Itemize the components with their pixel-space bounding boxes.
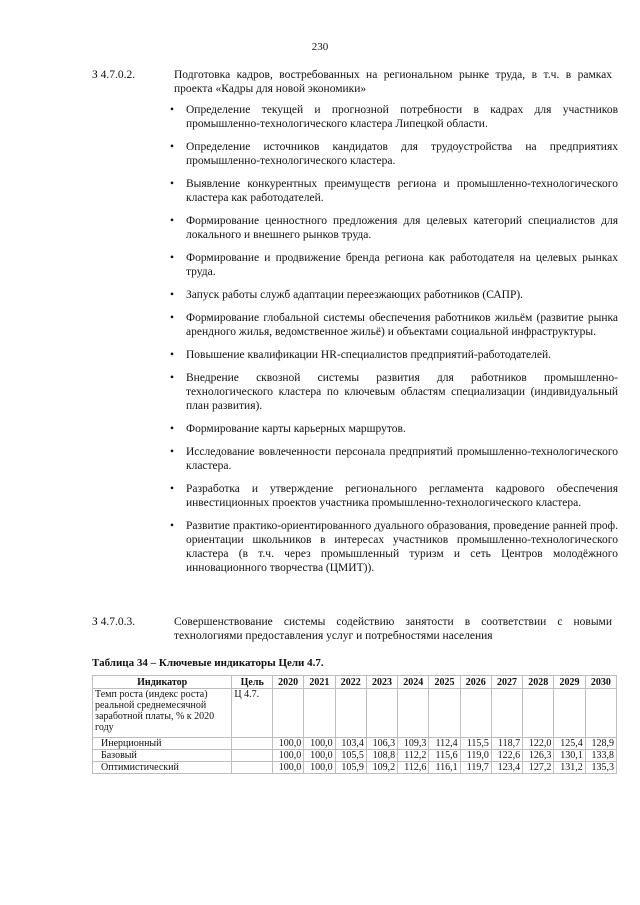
column-header: 2020 [273, 676, 304, 689]
page-number: 230 [311, 41, 329, 53]
list-item [170, 371, 618, 413]
value-cell: 128,9 [585, 738, 616, 750]
table-cell [232, 738, 273, 750]
column-header: 2026 [460, 676, 491, 689]
column-header: 2028 [523, 676, 554, 689]
value-cell: 100,0 [304, 750, 335, 762]
list-item-text: Формирование карты карьерных маршрутов. [186, 423, 406, 435]
list-item-text: Внедрение сквозной системы развития для работников промышленно-технологического кластера по ключевым областям специализации (индивидуальный план развития). [186, 372, 618, 412]
column-header: 2029 [554, 676, 585, 689]
list-item [170, 348, 618, 362]
list-item [170, 140, 618, 168]
bullet-icon: • [170, 178, 175, 190]
list-item-text: Выявление конкурентных преимуществ региона и промышленно-технологического кластера как работодателей. [186, 178, 618, 204]
bullet-icon: • [170, 446, 175, 458]
table-cell [429, 689, 460, 738]
bullet-icon: • [170, 141, 175, 153]
table-header-row [93, 676, 617, 689]
table-row [93, 738, 617, 750]
table-cell [232, 750, 273, 762]
scenario-name: Инерционный [93, 738, 232, 750]
value-cell: 116,1 [429, 762, 460, 774]
scenario-name: Оптимистический [93, 762, 232, 774]
list-item [170, 482, 618, 510]
table-cell [366, 689, 397, 738]
value-cell: 119,0 [460, 750, 491, 762]
list-item [170, 177, 618, 205]
value-cell: 109,2 [366, 762, 397, 774]
list-item-text: Формирование и продвижение бренда региона как работодателя на целевых рынках труда. [186, 252, 618, 278]
column-header: 2030 [585, 676, 616, 689]
list-item [170, 422, 618, 436]
table-cell [273, 689, 304, 738]
value-cell: 122,0 [523, 738, 554, 750]
value-cell: 126,3 [523, 750, 554, 762]
list-item-text: Повышение квалификации HR-специалистов предприятий-работодателей. [186, 349, 551, 361]
table-cell [232, 762, 273, 774]
bullet-icon: • [170, 423, 175, 435]
table-cell [304, 689, 335, 738]
value-cell: 112,6 [398, 762, 429, 774]
value-cell: 100,0 [273, 738, 304, 750]
column-header: Цель [232, 676, 273, 689]
column-header: 2021 [304, 676, 335, 689]
table-cell [523, 689, 554, 738]
column-header: 2022 [335, 676, 366, 689]
bullet-icon: • [170, 483, 175, 495]
list-item-text: Формирование ценностного предложения для целевых категорий специалистов для локального и внешнего рынков труда. [186, 215, 618, 241]
value-cell: 100,0 [304, 762, 335, 774]
list-item [170, 445, 618, 473]
value-cell: 125,4 [554, 738, 585, 750]
value-cell: 103,4 [335, 738, 366, 750]
column-header: 2024 [398, 676, 429, 689]
bullet-icon: • [170, 312, 175, 324]
value-cell: 100,0 [273, 750, 304, 762]
value-cell: 127,2 [523, 762, 554, 774]
column-header: 2027 [491, 676, 522, 689]
list-item [170, 251, 618, 279]
list-item-text: Определение текущей и прогнозной потребности в кадрах для участников промышленно-технологического кластера Липецкой области. [186, 104, 618, 130]
list-item [170, 214, 618, 242]
list-item-text: Разработка и утверждение регионального регламента кадрового обеспечения инвестиционных проектов участника промышленно-технологического кластера. [186, 483, 618, 509]
list-item-text: Исследование вовлеченности персонала предприятий промышленно-технологического кластера. [186, 446, 618, 472]
list-item [170, 103, 618, 131]
value-cell: 100,0 [304, 738, 335, 750]
list-item [170, 311, 618, 339]
value-cell: 109,3 [398, 738, 429, 750]
bullet-list [170, 103, 618, 584]
value-cell: 115,5 [460, 738, 491, 750]
value-cell: 105,9 [335, 762, 366, 774]
section-title: Совершенствование системы содействию занятости в соответствии с новыми технологиями предоставления услуг и потребностями населения [174, 616, 612, 642]
value-cell: 133,8 [585, 750, 616, 762]
table-cell [585, 689, 616, 738]
value-cell: 105,5 [335, 750, 366, 762]
value-cell: 108,8 [366, 750, 397, 762]
value-cell: 100,0 [273, 762, 304, 774]
bullet-icon: • [170, 215, 175, 227]
section-code: З 4.7.0.3. [92, 616, 136, 628]
list-item-text: Формирование глобальной системы обеспечения работников жильём (развитие рынка арендного жилья, ведомственное жильё) и объектами социальной инфраструктуры. [186, 312, 618, 338]
list-item-text: Развитие практико-ориентированного дуального образования, проведение ранней проф. ориентации школьников в интересах участников промышленно-технологического кластера (в т.ч. через промышленный туризм и сеть Центров молодёжного инновационного творчества (ЦМИТ)). [186, 520, 618, 574]
bullet-icon: • [170, 349, 175, 361]
value-cell: 123,4 [491, 762, 522, 774]
section-code: З 4.7.0.2. [92, 69, 136, 81]
table-cell [491, 689, 522, 738]
table-cell [460, 689, 491, 738]
value-cell: 119,7 [460, 762, 491, 774]
bullet-icon: • [170, 252, 175, 264]
table-row [93, 689, 617, 738]
table-cell [335, 689, 366, 738]
list-item-text: Запуск работы служб адаптации переезжающих работников (САПР). [186, 289, 524, 301]
section-title: Подготовка кадров, востребованных на региональном рынке труда, в т.ч. в рамках проекта «Кадры для новой экономики» [174, 69, 612, 95]
table-row [93, 762, 617, 774]
column-header: Индикатор [93, 676, 232, 689]
list-item-text: Определение источников кандидатов для трудоустройства на предприятиях промышленно-технологического кластера. [186, 141, 618, 167]
scenario-name: Базовый [93, 750, 232, 762]
table-cell [398, 689, 429, 738]
table-row [93, 750, 617, 762]
value-cell: 130,1 [554, 750, 585, 762]
table-cell [554, 689, 585, 738]
list-item [170, 519, 618, 575]
bullet-icon: • [170, 104, 175, 116]
value-cell: 122,6 [491, 750, 522, 762]
list-item [170, 288, 618, 302]
value-cell: 106,3 [366, 738, 397, 750]
column-header: 2025 [429, 676, 460, 689]
bullet-icon: • [170, 289, 175, 301]
kpi-table [92, 675, 617, 774]
column-header: 2023 [366, 676, 397, 689]
indicator-goal: Ц 4.7. [232, 689, 273, 738]
value-cell: 112,4 [429, 738, 460, 750]
bullet-icon: • [170, 372, 175, 384]
value-cell: 131,2 [554, 762, 585, 774]
value-cell: 118,7 [491, 738, 522, 750]
value-cell: 115,6 [429, 750, 460, 762]
bullet-icon: • [170, 520, 175, 532]
table-caption: Таблица 34 – Ключевые индикаторы Цели 4.7. [92, 657, 324, 669]
value-cell: 135,3 [585, 762, 616, 774]
indicator-name: Темп роста (индекс роста) реальной среднемесячной заработной платы, % к 2020 году [93, 689, 232, 738]
value-cell: 112,2 [398, 750, 429, 762]
